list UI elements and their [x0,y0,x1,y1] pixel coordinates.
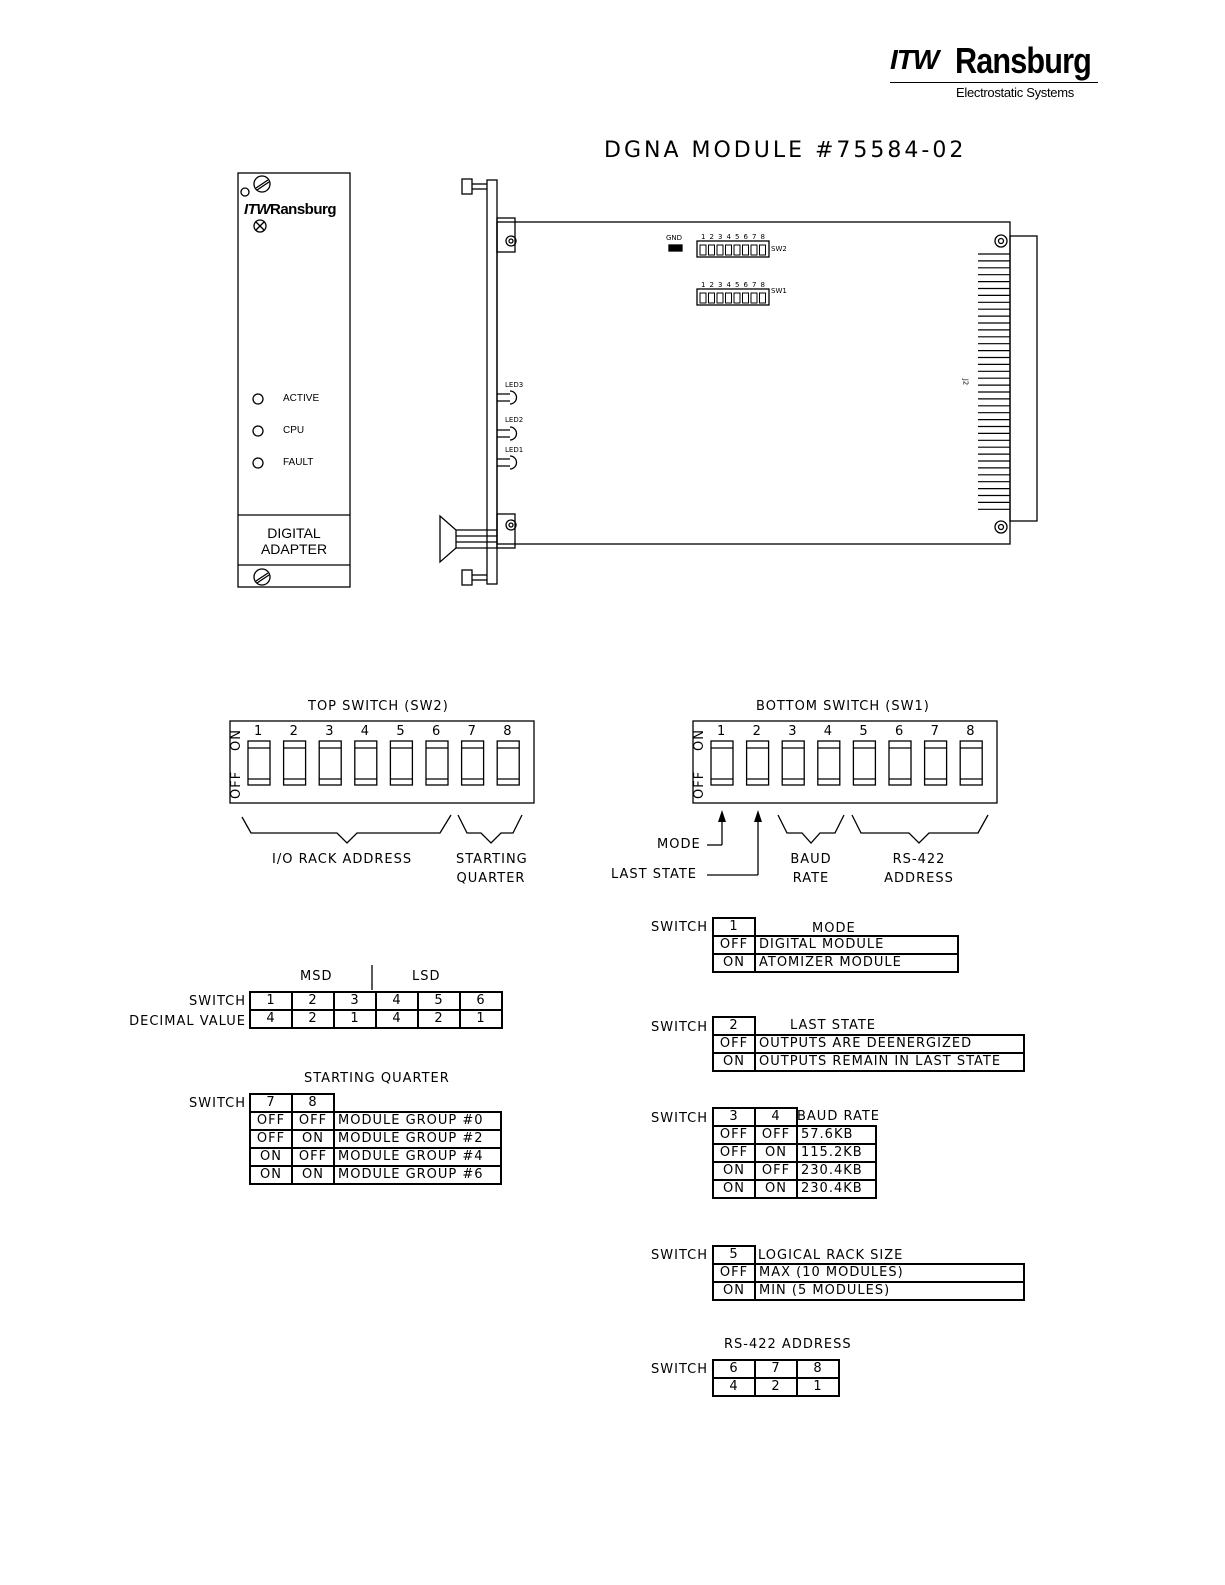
msd-label: MSD [300,969,333,984]
last-state-cell: OUTPUTS REMAIN IN LAST STATE [755,1053,1024,1071]
board-dip-number: 6 [743,233,748,241]
led-active-icon [253,394,263,404]
table-row [713,1144,876,1162]
rs422-value-cell: 2 [755,1378,797,1396]
table-row [713,1264,1024,1282]
board-dip-number: 5 [735,233,740,241]
baud-cell: ON [713,1180,755,1198]
baud-cell: OFF [713,1126,755,1144]
quarter-table-title: STARTING QUARTER [304,1071,450,1086]
rs422-address-table [712,1359,840,1397]
sw1-board-label: SW1 [771,287,787,295]
mode-header-spacer [755,918,958,936]
board-dip-number: 6 [743,281,748,289]
rack-size-cell: OFF [713,1264,755,1282]
baud-rate-label [776,852,846,886]
mode-switch-label: SWITCH [651,920,708,935]
baud-cell: 115.2KB [797,1144,876,1162]
bottom-switch-outline [693,721,997,803]
rack-switch-cell: 2 [292,992,334,1010]
quarter-cell: OFF [250,1112,292,1130]
mode-table-title: MODE [812,921,856,936]
rack-size-header-cell: 5 [713,1246,755,1264]
baud-cell: OFF [755,1126,797,1144]
rack-switch-cell: 6 [460,992,502,1010]
board-dip-number: 8 [760,233,765,241]
board-dip-number: 7 [752,281,757,289]
panel-logo [244,201,336,218]
lsd-label: LSD [412,969,441,984]
baud-cell: OFF [713,1144,755,1162]
rack-value-cell: 1 [334,1010,376,1028]
board-dip-number: 7 [752,233,757,241]
bottom-switch-title: BOTTOM SWITCH (SW1) [756,699,930,714]
baud-header-spacer [797,1108,876,1126]
rack-size-header-spacer [755,1246,1024,1264]
board-dip-number: 2 [709,233,714,241]
mode-cell: ON [713,954,755,972]
last-state-switch-label: SWITCH [651,1020,708,1035]
rs422-line2: ADDRESS [884,871,954,886]
table-row [713,918,958,936]
rack-size-cell: MIN (5 MODULES) [755,1282,1024,1300]
switch-number: 5 [859,724,869,739]
table-row [713,1360,839,1378]
last-state-header-cell: 2 [713,1017,755,1035]
last-state-header-spacer [755,1017,1024,1035]
quarter-cell: ON [292,1130,334,1148]
board-dip-number: 4 [726,233,731,241]
table-row [250,1166,501,1184]
rack-switch-label: SWITCH [189,994,246,1009]
switch-number: 6 [895,724,905,739]
page-title: DGNA MODULE #75584-02 [604,138,967,163]
rack-value-cell: 2 [418,1010,460,1028]
table-row [250,1094,501,1112]
rack-address-label: I/O RACK ADDRESS [272,852,413,867]
last-state-cell: ON [713,1053,755,1071]
panel-name-line1: DIGITAL [267,525,321,541]
baud-header-cell: 3 [713,1108,755,1126]
led2-label: LED2 [505,416,524,424]
table-row [713,1180,876,1198]
gnd-label: GND [666,234,683,242]
mode-cell: ATOMIZER MODULE [755,954,958,972]
rack-size-switch-label: SWITCH [651,1248,708,1263]
quarter-cell: OFF [292,1148,334,1166]
led-cpu-icon [253,426,263,436]
rack-switch-cell: 4 [376,992,418,1010]
led-label-active: ACTIVE [283,393,320,404]
rack-size-cell: ON [713,1282,755,1300]
table-row [250,1148,501,1166]
baud-cell: ON [713,1162,755,1180]
sw2-board-label: SW2 [771,245,787,253]
mode-table [712,917,959,973]
switch-number: 8 [966,724,976,739]
last-state-pointer-label: LAST STATE [611,867,697,882]
quarter-cell: OFF [250,1130,292,1148]
panel-logo-itw: ITW [244,201,270,218]
quarter-header-spacer [334,1094,501,1112]
switch-number: 8 [503,724,513,739]
rack-address-table [249,991,503,1029]
baud-line1: BAUD [790,852,832,867]
starting-quarter-line2: QUARTER [456,871,526,886]
panel-name-line2: ADAPTER [260,541,328,557]
last-state-cell: OFF [713,1035,755,1053]
board-dip-number: 5 [735,281,740,289]
table-row [713,1378,839,1396]
rack-switch-cell: 5 [418,992,460,1010]
board-dip-number: 8 [760,281,765,289]
quarter-cell: MODULE GROUP #2 [334,1130,501,1148]
baud-cell: ON [755,1180,797,1198]
baud-cell: ON [755,1144,797,1162]
table-row [713,1017,1024,1035]
rack-size-table [712,1245,1025,1301]
starting-quarter-line1: STARTING [456,852,528,867]
switch-number: 3 [325,724,335,739]
rack-value-cell: 4 [250,1010,292,1028]
top-switch-outline [230,721,534,803]
led1-label: LED1 [505,446,524,454]
starting-quarter-label [456,852,526,886]
switch-number: 2 [752,724,762,739]
mode-pointer-label: MODE [657,837,701,852]
switch-number: 1 [717,724,727,739]
quarter-cell: MODULE GROUP #0 [334,1112,501,1130]
bottom-switch-off: OFF [692,770,707,799]
rs422-header-cell: 6 [713,1360,755,1378]
top-switch-off: OFF [229,770,244,799]
quarter-header-cell: 8 [292,1094,334,1112]
table-row [713,1126,876,1144]
baud-line2: RATE [792,871,830,886]
rs422-header-cell: 7 [755,1360,797,1378]
connector-j2-outline [1010,236,1037,521]
rack-value-cell: 1 [460,1010,502,1028]
panel-name [238,525,350,557]
led-fault-icon [253,458,263,468]
rack-switch-cell: 3 [334,992,376,1010]
starting-quarter-table [249,1093,502,1185]
quarter-cell: MODULE GROUP #6 [334,1166,501,1184]
connector-label: J2 [961,378,970,386]
logo-itw: ITW [890,44,939,75]
table-row [713,1053,1024,1071]
last-state-table-title: LAST STATE [790,1018,876,1033]
last-state-table [712,1016,1025,1072]
baud-cell: 57.6KB [797,1126,876,1144]
switch-number: 1 [254,724,264,739]
board-dip-number: 2 [709,281,714,289]
rs422-value-cell: 1 [797,1378,839,1396]
table-row [713,954,958,972]
baud-header-cell: 4 [755,1108,797,1126]
switch-number: 5 [396,724,406,739]
rack-size-table-title: LOGICAL RACK SIZE [758,1248,904,1263]
mode-cell: OFF [713,936,755,954]
rack-value-cell: 2 [292,1010,334,1028]
switch-number: 6 [432,724,442,739]
table-row [713,1246,1024,1264]
rs422-value-cell: 4 [713,1378,755,1396]
circuit-board-outline [497,222,1010,544]
table-row [713,936,958,954]
top-switch-on: ON [229,729,244,751]
table-row [250,992,502,1010]
switch-number: 7 [467,724,477,739]
board-dip-number: 1 [701,233,706,241]
table-row [250,1112,501,1130]
quarter-cell: ON [250,1166,292,1184]
board-dip-number: 3 [718,281,723,289]
rack-value-cell: 4 [376,1010,418,1028]
mode-header-cell: 1 [713,918,755,936]
switch-number: 4 [823,724,834,739]
logo-name: Ransburg [955,40,1092,81]
board-dip-number: 4 [726,281,731,289]
rs422-line1: RS-422 [892,852,946,867]
baud-cell: 230.4KB [797,1162,876,1180]
rack-decimal-label: DECIMAL VALUE [129,1014,246,1029]
baud-cell: OFF [755,1162,797,1180]
quarter-cell: OFF [292,1112,334,1130]
switch-number: 3 [788,724,798,739]
last-state-cell: OUTPUTS ARE DEENERGIZED [755,1035,1024,1053]
mode-cell: DIGITAL MODULE [755,936,958,954]
baud-rate-table [712,1107,877,1199]
rack-size-cell: MAX (10 MODULES) [755,1264,1024,1282]
logo-subtitle: Electrostatic Systems [956,85,1074,100]
table-row [713,1108,876,1126]
quarter-header-cell: 7 [250,1094,292,1112]
rs422-label [879,852,959,886]
quarter-cell: ON [250,1148,292,1166]
led-label-fault: FAULT [283,457,314,468]
switch-number: 4 [360,724,371,739]
quarter-switch-label: SWITCH [189,1096,246,1111]
baud-table-title: BAUD RATE [797,1109,881,1124]
led3-label: LED3 [505,381,524,389]
rs422-header-cell: 8 [797,1360,839,1378]
board-dip-number: 3 [718,233,723,241]
quarter-cell: ON [292,1166,334,1184]
led-label-cpu: CPU [283,425,305,436]
top-switch-title: TOP SWITCH (SW2) [308,699,449,714]
quarter-cell: MODULE GROUP #4 [334,1148,501,1166]
baud-switch-label: SWITCH [651,1111,708,1126]
panel-logo-name: Ransburg [270,201,337,218]
switch-number: 7 [930,724,940,739]
table-row [250,1130,501,1148]
rs422-table-title: RS-422 ADDRESS [724,1337,852,1352]
rs422-switch-label: SWITCH [651,1362,708,1377]
table-row [713,1282,1024,1300]
baud-cell: 230.4KB [797,1180,876,1198]
table-row [713,1035,1024,1053]
table-row [250,1010,502,1028]
bottom-switch-on: ON [692,729,707,751]
switch-number: 2 [289,724,299,739]
rack-switch-cell: 1 [250,992,292,1010]
board-dip-number: 1 [701,281,706,289]
table-row [713,1162,876,1180]
